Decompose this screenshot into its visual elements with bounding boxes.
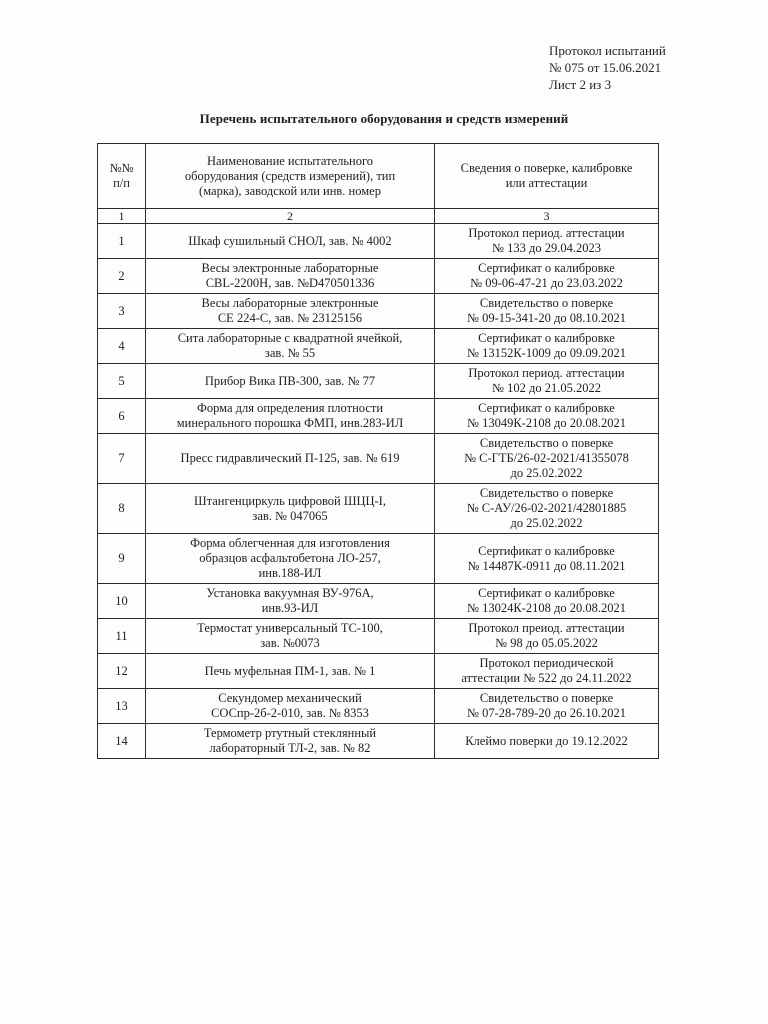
table-row bbox=[98, 259, 659, 294]
column-number-row bbox=[98, 209, 659, 224]
equipment-name-line: Форма облегченная для изготовления bbox=[190, 536, 390, 550]
verification-info-line: Сертификат о калибровке bbox=[478, 261, 615, 275]
row-number: 13 bbox=[98, 689, 146, 724]
table-row bbox=[98, 724, 659, 759]
header-line: №№ bbox=[109, 161, 134, 175]
verification-info-line: Сертификат о калибровке bbox=[478, 401, 615, 415]
column-number: 1 bbox=[98, 209, 146, 224]
column-header-name bbox=[146, 144, 435, 209]
equipment-name bbox=[146, 399, 435, 434]
equipment-name bbox=[146, 434, 435, 484]
verification-info-line: № 09-06-47-21 до 23.03.2022 bbox=[470, 276, 623, 290]
row-number: 6 bbox=[98, 399, 146, 434]
row-number: 14 bbox=[98, 724, 146, 759]
verification-info-line: № 13049К-2108 до 20.08.2021 bbox=[467, 416, 626, 430]
verification-info-line: № 09-15-341-20 до 08.10.2021 bbox=[467, 311, 626, 325]
protocol-title: Протокол испытаний bbox=[549, 43, 666, 58]
equipment-table-body bbox=[98, 144, 659, 759]
column-number: 2 bbox=[146, 209, 435, 224]
protocol-header bbox=[549, 42, 739, 93]
equipment-name-line: инв.93-ИЛ bbox=[261, 601, 319, 615]
verification-info-line: № 07-28-789-20 до 26.10.2021 bbox=[467, 706, 626, 720]
verification-info-line: Протокол преиод. аттестации bbox=[468, 621, 625, 635]
equipment-name bbox=[146, 484, 435, 534]
equipment-name-line: CBL-2200H, зав. №D470501336 bbox=[205, 276, 375, 290]
header-line: п/п bbox=[113, 176, 130, 190]
verification-info bbox=[435, 294, 659, 329]
equipment-name-line: Прибор Вика ПВ-300, зав. № 77 bbox=[204, 373, 376, 388]
verification-info-line: Протокол период. аттестации bbox=[468, 366, 625, 380]
equipment-name-line: Сита лабораторные с квадратной ячейкой, bbox=[177, 331, 403, 345]
verification-info-line: Протокол периодической bbox=[479, 656, 614, 670]
equipment-name bbox=[146, 364, 435, 399]
table-row bbox=[98, 329, 659, 364]
equipment-name bbox=[146, 294, 435, 329]
row-number: 11 bbox=[98, 619, 146, 654]
verification-info-line: Клеймо поверки до 19.12.2022 bbox=[465, 733, 628, 748]
table-row bbox=[98, 399, 659, 434]
equipment-name-line: зав. №0073 bbox=[260, 636, 320, 650]
verification-info-line: Свидетельство о поверке bbox=[479, 486, 614, 500]
verification-info bbox=[435, 584, 659, 619]
verification-info-line: Сертификат о калибровке bbox=[478, 331, 615, 345]
verification-info-line: до 25.02.2022 bbox=[510, 516, 583, 530]
verification-info-line: № 13024К-2108 до 20.08.2021 bbox=[467, 601, 626, 615]
row-number: 2 bbox=[98, 259, 146, 294]
equipment-name bbox=[146, 224, 435, 259]
verification-info bbox=[435, 364, 659, 399]
equipment-name-line: инв.188-ИЛ bbox=[258, 566, 322, 580]
protocol-number-date: № 075 от 15.06.2021 bbox=[549, 60, 662, 75]
column-header-number bbox=[98, 144, 146, 209]
table-row bbox=[98, 584, 659, 619]
table-row bbox=[98, 434, 659, 484]
equipment-name-line: Установка вакуумная ВУ-976А, bbox=[206, 586, 374, 600]
verification-info-line: Свидетельство о поверке bbox=[479, 436, 614, 450]
row-number: 7 bbox=[98, 434, 146, 484]
row-number: 9 bbox=[98, 534, 146, 584]
verification-info-line: Сертификат о калибровке bbox=[478, 543, 615, 558]
verification-info-line: № 13152К-1009 до 09.09.2021 bbox=[467, 346, 626, 360]
row-number: 12 bbox=[98, 654, 146, 689]
equipment-name-line: Термометр ртутный стеклянный bbox=[203, 726, 377, 740]
equipment-name-line: Пресс гидравлический П-125, зав. № 619 bbox=[180, 451, 400, 465]
verification-info bbox=[435, 689, 659, 724]
equipment-name-line: Весы электронные лабораторные bbox=[201, 261, 379, 275]
header-line: или аттестации bbox=[505, 176, 588, 190]
verification-info bbox=[435, 399, 659, 434]
table-header-row bbox=[98, 144, 659, 209]
equipment-name-line: лабораторный ТЛ-2, зав. № 82 bbox=[209, 741, 371, 755]
equipment-name-line: Шкаф сушильный СНОЛ, зав. № 4002 bbox=[188, 233, 392, 248]
header-line: оборудования (средств измерений), тип bbox=[184, 168, 396, 183]
equipment-table bbox=[97, 143, 659, 759]
verification-info bbox=[435, 329, 659, 364]
verification-info bbox=[435, 724, 659, 759]
equipment-name-line: образцов асфальтобетона ЛО-257, bbox=[199, 551, 381, 565]
equipment-name bbox=[146, 654, 435, 689]
verification-info-line: № 14487К-0911 до 08.11.2021 bbox=[467, 558, 626, 573]
equipment-name-line: минерального порошка ФМП, инв.283-ИЛ bbox=[176, 416, 404, 430]
equipment-name bbox=[146, 619, 435, 654]
row-number: 5 bbox=[98, 364, 146, 399]
table-row bbox=[98, 294, 659, 329]
equipment-name-line: CE 224-C, зав. № 23125156 bbox=[217, 311, 363, 325]
verification-info-line: Свидетельство о поверке bbox=[479, 296, 614, 310]
row-number: 4 bbox=[98, 329, 146, 364]
equipment-name-line: зав. № 047065 bbox=[252, 508, 328, 523]
equipment-name bbox=[146, 689, 435, 724]
table-row bbox=[98, 689, 659, 724]
row-number: 1 bbox=[98, 224, 146, 259]
verification-info-line: № 102 до 21.05.2022 bbox=[492, 381, 601, 395]
equipment-name-line: Секундомер механический bbox=[218, 691, 362, 705]
table-row bbox=[98, 224, 659, 259]
verification-info bbox=[435, 259, 659, 294]
equipment-name-line: Форма для определения плотности bbox=[196, 401, 384, 415]
sheet-number: Лист 2 из 3 bbox=[549, 77, 612, 92]
header-line: Наименование испытательного bbox=[206, 153, 374, 168]
table-row bbox=[98, 364, 659, 399]
verification-info-line: № С-АУ/26-02-2021/42801885 bbox=[466, 501, 627, 515]
equipment-name bbox=[146, 534, 435, 584]
table-row bbox=[98, 619, 659, 654]
equipment-name bbox=[146, 584, 435, 619]
equipment-name bbox=[146, 259, 435, 294]
equipment-name-line: Термостат универсальный ТС-100, bbox=[197, 621, 383, 635]
header-line: (марка), заводской или инв. номер bbox=[199, 183, 381, 198]
verification-info bbox=[435, 619, 659, 654]
table-row bbox=[98, 484, 659, 534]
equipment-name-line: зав. № 55 bbox=[264, 346, 316, 360]
header-line: Сведения о поверке, калибровке bbox=[460, 161, 633, 175]
table-row bbox=[98, 534, 659, 584]
verification-info-line: Протокол период. аттестации bbox=[468, 226, 625, 240]
page-title: Перечень испытательного оборудования и средств измерений bbox=[199, 111, 569, 126]
verification-info-line: Свидетельство о поверке bbox=[479, 691, 614, 705]
verification-info-line: № С-ГТБ/26-02-2021/41355078 bbox=[464, 451, 629, 465]
verification-info-line: до 25.02.2022 bbox=[510, 466, 583, 480]
row-number: 8 bbox=[98, 484, 146, 534]
equipment-name-line: Весы лабораторные электронные bbox=[201, 296, 379, 310]
equipment-name bbox=[146, 329, 435, 364]
verification-info bbox=[435, 534, 659, 584]
column-number: 3 bbox=[435, 209, 659, 224]
table-row bbox=[98, 654, 659, 689]
row-number: 3 bbox=[98, 294, 146, 329]
verification-info bbox=[435, 434, 659, 484]
equipment-name bbox=[146, 724, 435, 759]
column-header-verification bbox=[435, 144, 659, 209]
verification-info-line: № 133 до 29.04.2023 bbox=[492, 241, 601, 255]
row-number: 10 bbox=[98, 584, 146, 619]
verification-info-line: Сертификат о калибровке bbox=[478, 586, 615, 600]
verification-info-line: № 98 до 05.05.2022 bbox=[495, 636, 598, 650]
equipment-name-line: СОСпр-2б-2-010, зав. № 8353 bbox=[211, 706, 369, 720]
verification-info bbox=[435, 484, 659, 534]
equipment-name-line: Печь муфельная ПМ-1, зав. № 1 bbox=[204, 663, 376, 678]
verification-info bbox=[435, 654, 659, 689]
equipment-name-line: Штангенциркуль цифровой ШЦЦ-I, bbox=[194, 493, 386, 508]
verification-info-line: аттестации № 522 до 24.11.2022 bbox=[461, 671, 632, 685]
verification-info bbox=[435, 224, 659, 259]
